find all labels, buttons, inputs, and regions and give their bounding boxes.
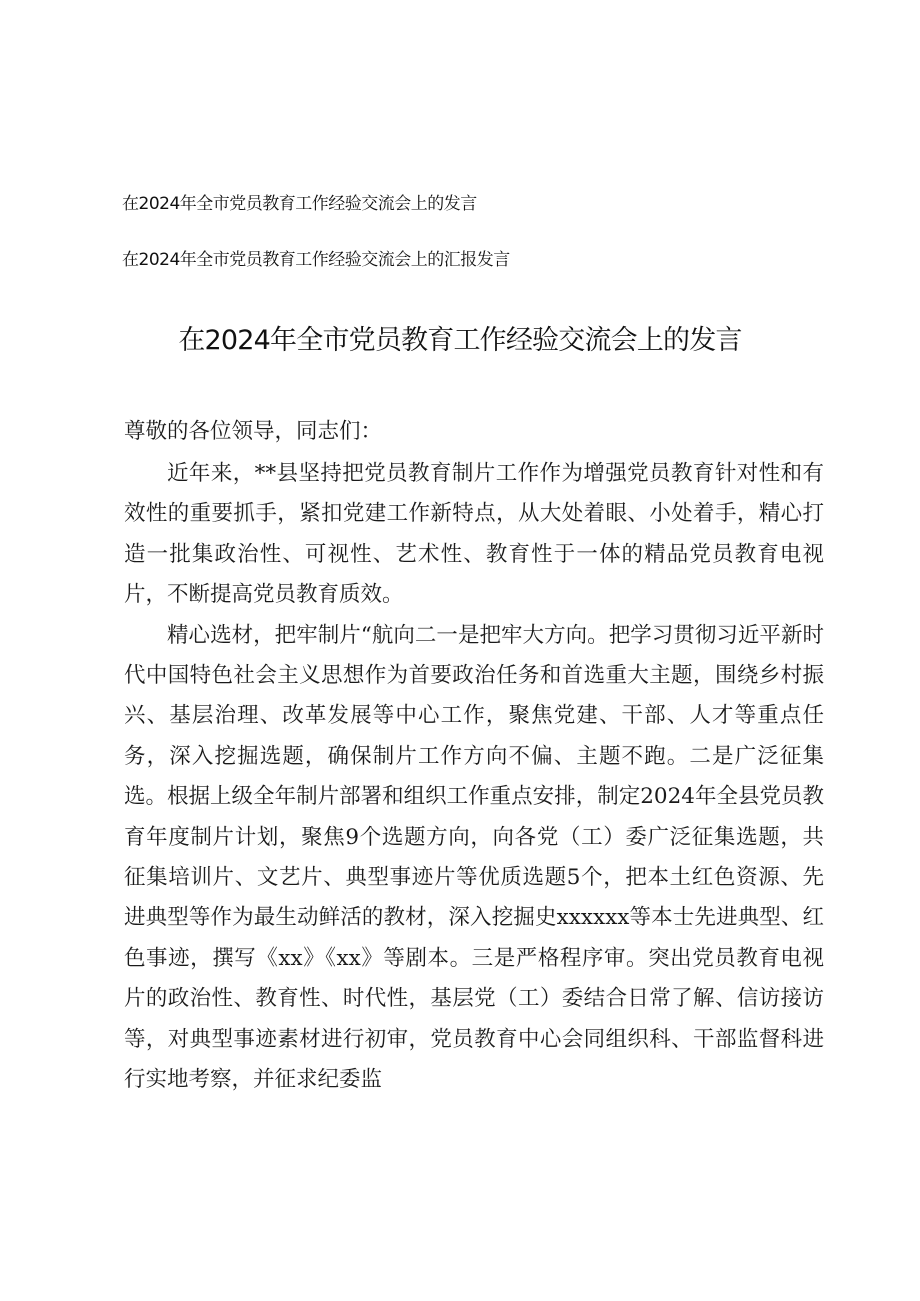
toc-entry-1: 在2024年全市党员教育工作经验交流会上的发言: [122, 194, 477, 214]
document-body: [124, 412, 824, 1100]
toc-entry-2: 在2024年全市党员教育工作经验交流会上的汇报发言: [122, 250, 510, 270]
document-title: 在2024年全市党员教育工作经验交流会上的发言: [178, 325, 742, 356]
paragraph-selection: 精心选材，把牢制片“航向二一是把牢大方向。把学习贯彻习近平新时代中国特色社会主义思想作为首要政治任务和首选重大主题，围绕乡村振兴、基层治理、改革发展等中心工作，聚焦党建、干部、人才等重点任务，深入挖掘选题，确保制片工作方向不偏、主题不跑。二是广泛征集选。根据上级全年制片部署和组织工作重点安排，制定2024年全县党员教育年度制片计划，聚焦9个选题方向，向各党（工）委广泛征集选题，共征集培训片、文艺片、典型事迹片等优质选题5个，把本土红色资源、先进典型等作为最生动鲜活的教材，深入挖掘史xxxxxx等本士先进典型、红色事迹，撰写《xx》《xx》等剧本。三是严格程序审。突出党员教育电视片的政治性、教育性、时代性，基层党（工）委结合日常了解、信访接访等，对典型事迹素材进行初审，党员教育中心会同组织科、干部监督科进行实地考察，并征求纪委监: [124, 622, 824, 1092]
salutation: 尊敬的各位领导，同志们：: [124, 419, 383, 444]
paragraph-intro: 近年来，**县坚持把党员教育制片工作作为增强党员教育针对性和有效性的重要抓手，紧扣党建工作新特点，从大处着眼、小处着手，精心打造一批集政治性、可视性、艺术性、教育性于一体的精品党员教育电视片，不断提高党员教育质效。: [124, 460, 824, 608]
